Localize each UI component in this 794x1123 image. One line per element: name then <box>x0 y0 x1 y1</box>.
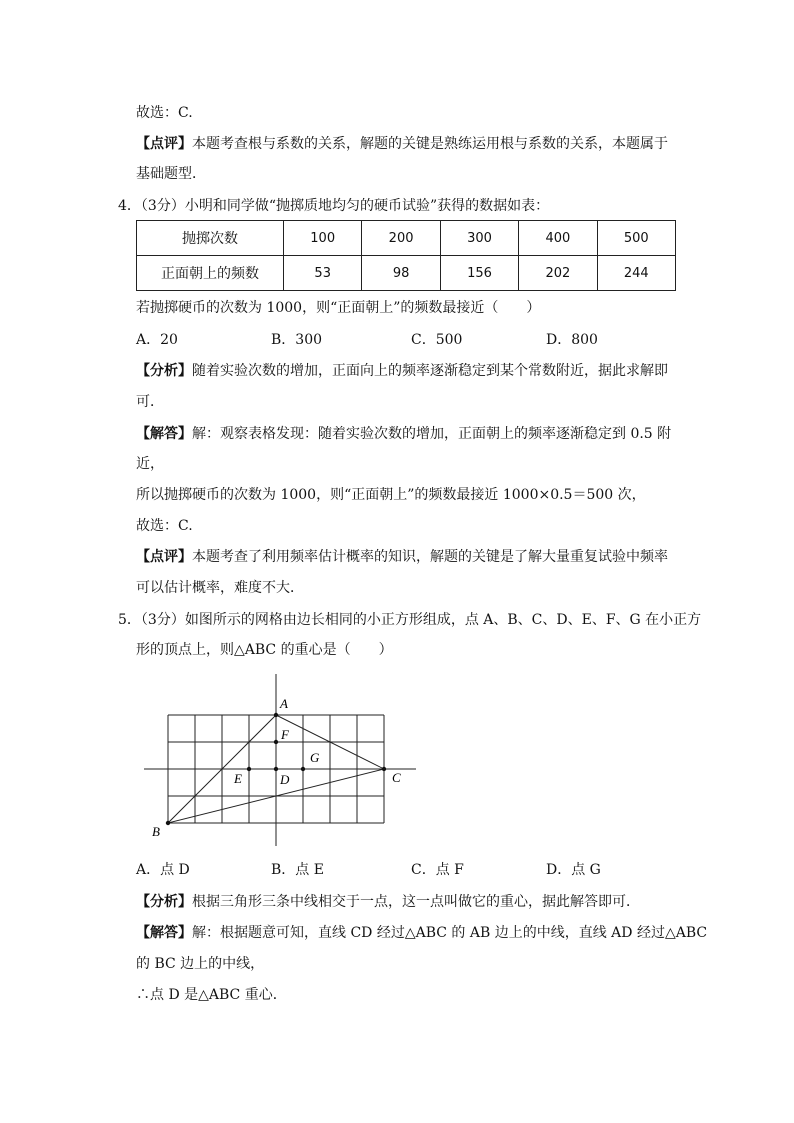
point-b <box>166 821 170 825</box>
option-c[interactable]: C．点 F <box>411 862 464 878</box>
label-a: A <box>280 696 288 711</box>
label-g: G <box>310 750 320 765</box>
label-b: B <box>152 824 160 839</box>
table-cell: 400 <box>519 221 597 256</box>
table-row <box>137 256 676 291</box>
analysis-text: 根据三角形三条中线相交于一点，这一点叫做它的重心，据此解答即可． <box>192 894 640 910</box>
q4-stem-text: （3分）小明和同学做“抛掷质地均匀的硬币试验”获得的数据如表： <box>140 198 550 214</box>
q5-number: 5． <box>118 612 141 628</box>
option-d[interactable]: D．800 <box>546 332 598 348</box>
review-tag: 【点评】 <box>136 136 192 152</box>
q4-solution-cont: 近， <box>136 456 164 472</box>
label-c: C <box>392 770 401 785</box>
label-d: D <box>280 772 290 787</box>
table-cell: 202 <box>519 256 597 291</box>
point-g <box>301 767 305 771</box>
point-e <box>247 767 251 771</box>
table-header-cell: 正面朝上的频数 <box>137 256 284 291</box>
q5-stem-text: （3分）如图所示的网格由边长相同的小正方形组成，点 A、B、C、D、E、F、G 在小正方 <box>140 612 702 628</box>
prev-review-cont: 基础题型． <box>136 166 206 182</box>
grid-triangle-figure <box>140 668 430 848</box>
solution-text: 解：根据题意可知，直线 CD 经过△ABC 的 AB 边上的中线，直线 AD 经过△ABC <box>192 925 708 941</box>
analysis-tag: 【分析】 <box>136 363 192 379</box>
q4-question: 若抛掷硬币的次数为 1000，则“正面朝上”的频数最接近（ ） <box>136 300 541 316</box>
analysis-tag: 【分析】 <box>136 894 192 910</box>
q5-solution-cont: 的 BC 边上的中线， <box>136 956 265 972</box>
solution-text: 解：观察表格发现：随着实验次数的增加，正面朝上的频率逐渐稳定到 0.5 附 <box>192 426 672 442</box>
table-cell: 244 <box>597 256 675 291</box>
q5-solution <box>136 923 707 943</box>
solution-tag: 【解答】 <box>136 426 192 442</box>
label-e: E <box>234 771 242 786</box>
point-f <box>274 740 278 744</box>
q5-solution-cont2: ∴点 D 是△ABC 重心． <box>136 987 287 1003</box>
q5-stem <box>118 610 701 630</box>
solution-tag: 【解答】 <box>136 925 192 941</box>
prev-answer: 故选：C. <box>136 105 193 121</box>
option-d[interactable]: D．点 G <box>546 862 601 878</box>
q4-review-cont: 可以估计概率，难度不大． <box>136 580 304 596</box>
option-b[interactable]: B．点 E <box>271 862 324 878</box>
table-cell: 53 <box>284 256 362 291</box>
review-text: 本题考查了利用频率估计概率的知识，解题的关键是了解大量重复试验中频率 <box>192 549 668 565</box>
q5-stem-cont: 形的顶点上，则△ABC 的重心是（ ） <box>136 642 393 658</box>
table-cell: 156 <box>440 256 518 291</box>
option-a[interactable]: A．点 D <box>136 862 190 878</box>
table-cell: 500 <box>597 221 675 256</box>
point-a <box>274 713 278 717</box>
review-text: 本题考查根与系数的关系，解题的关键是熟练运用根与系数的关系，本题属于 <box>192 136 668 152</box>
prev-review <box>136 134 668 154</box>
option-b[interactable]: B．300 <box>271 332 323 348</box>
table-cell: 98 <box>362 256 440 291</box>
point-c <box>382 767 386 771</box>
q4-solution-cont2: 所以抛掷硬币的次数为 1000，则“正面朝上”的频数最接近 1000×0.5＝500 次， <box>136 487 646 503</box>
label-f: F <box>281 727 289 742</box>
q4-analysis-cont: 可． <box>136 394 164 410</box>
q4-solution <box>136 424 671 444</box>
q4-analysis <box>136 361 668 381</box>
q4-stem <box>118 196 549 216</box>
frequency-table <box>136 220 676 291</box>
table-cell: 100 <box>284 221 362 256</box>
point-d <box>274 767 278 771</box>
table-cell: 300 <box>440 221 518 256</box>
option-c[interactable]: C．500 <box>411 332 463 348</box>
table-cell: 200 <box>362 221 440 256</box>
q5-analysis <box>136 892 640 912</box>
review-tag: 【点评】 <box>136 549 192 565</box>
table-header-cell: 抛掷次数 <box>137 221 284 256</box>
q4-review <box>136 547 668 567</box>
analysis-text: 随着实验次数的增加，正面向上的频率逐渐稳定到某个常数附近，据此求解即 <box>192 363 668 379</box>
option-a[interactable]: A．20 <box>136 332 178 348</box>
q4-number: 4． <box>118 198 141 214</box>
q4-answer: 故选：C. <box>136 518 193 534</box>
table-row <box>137 221 676 256</box>
